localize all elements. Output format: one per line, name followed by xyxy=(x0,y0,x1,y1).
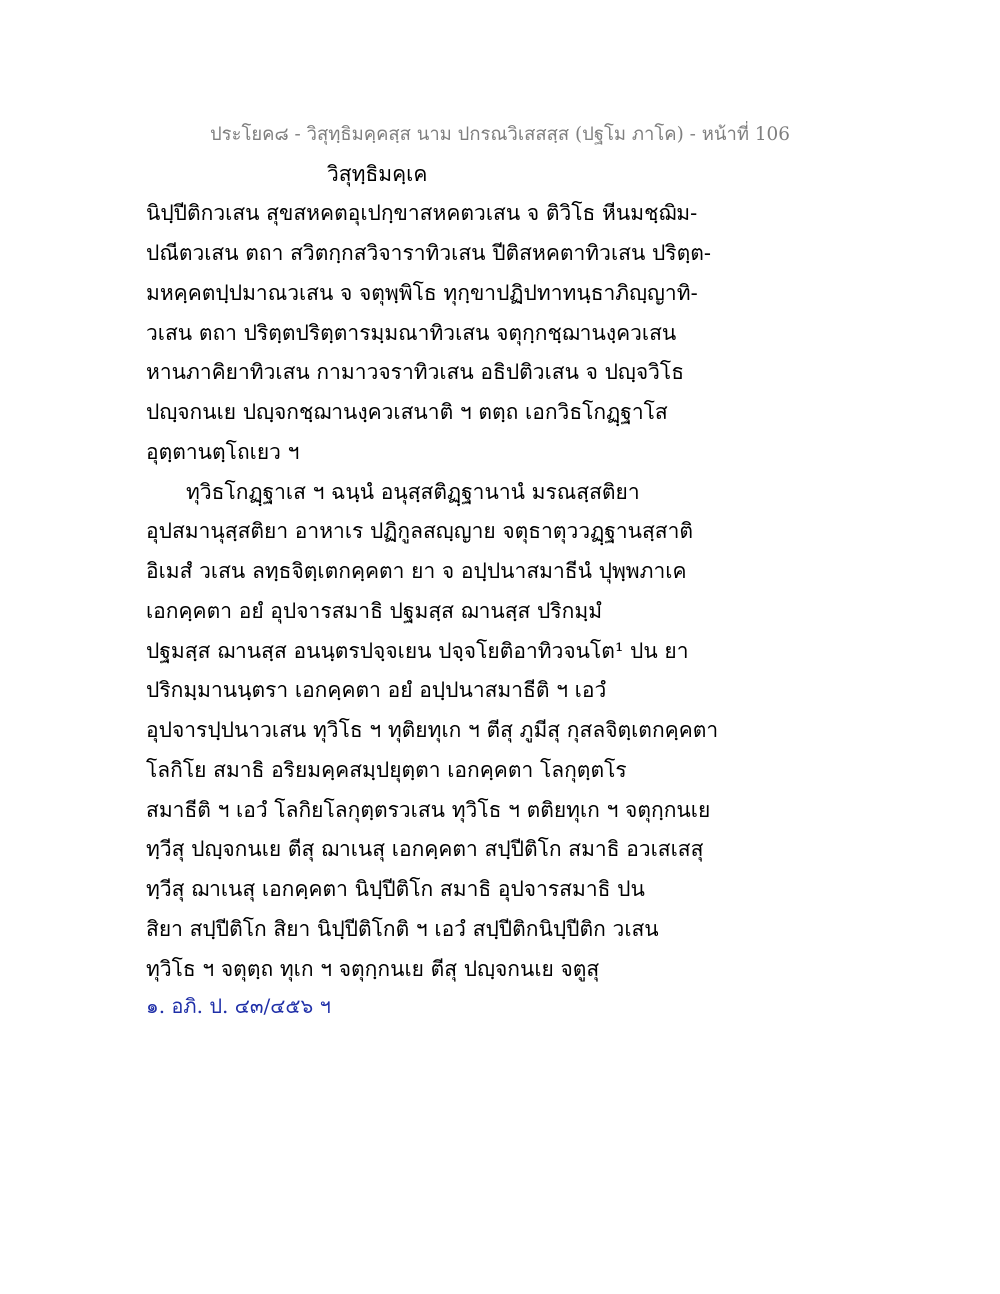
text-line: วเสน ตถา ปริตฺตปริตฺตารมฺมณาทิวเสน จตุกฺกชฺฌานงฺควเสน xyxy=(146,321,677,345)
text-line: อุปจารปฺปนาวเสน ทุวิโธ ฯ ทุติยทุเก ฯ ตีสุ ภูมีสุ กุสลจิตฺเตกคฺคตา xyxy=(146,718,719,742)
text-line: นิปฺปีติกวเสน สุขสหคตอุเปกฺขาสหคตวเสน จ ติวิโธ หีนมชฺฌิม- xyxy=(146,201,698,225)
text-line: หานภาคิยาทิวเสน กามาวจราทิวเสน อธิปติวเสน จ ปญฺจวิโธ xyxy=(146,360,685,384)
text-line: ปฐมสฺส ฌานสฺส อนนฺตรปจฺจเยน ปจฺจโยติอาทิวจนโต¹ ปน ยา xyxy=(146,639,689,663)
text-line: อุตฺตานตฺโถเยว ฯ xyxy=(146,440,300,464)
text-line: ปณีตวเสน ตถา สวิตกฺกสวิจาราทิวเสน ปีติสหคตาทิวเสน ปริตฺต- xyxy=(146,241,711,265)
text-line: ทฺวีสุ ฌาเนสุ เอกคฺคตา นิปฺปีติโก สมาธิ อุปจารสมาธิ ปน xyxy=(146,877,645,901)
text-line: ทฺวีสุ ปญฺจกนเย ตีสุ ฌาเนสุ เอกคฺคตา สปฺปีติโก สมาธิ อวเสเสสุ xyxy=(146,837,704,861)
text-line: สิยา สปฺปีติโก สิยา นิปฺปีติโกติ ฯ เอวํ สปฺปีติกนิปฺปีติก วเสน xyxy=(146,917,659,941)
section-title: วิสุทฺธิมคฺเค xyxy=(327,162,428,186)
text-line: ทุวิธโกฏฺฐาเส ฯ ฉนฺนํ อนุสฺสติฏฺฐานานํ มรณสฺสติยา xyxy=(186,480,640,504)
footnote: ๑. อภิ. ป. ๔๓/๔๕๖ ฯ xyxy=(146,994,331,1018)
text-line: โลกิโย สมาธิ อริยมคฺคสมฺปยุตฺตา เอกคฺคตา โลกุตฺตโร xyxy=(146,758,627,782)
text-line: ปริกมฺมานนฺตรา เอกคฺคตา อยํ อปฺปนาสมาธีติ ฯ เอวํ xyxy=(146,678,607,702)
running-header: ประโยค๘ - วิสุทฺธิมคฺคสฺส นาม ปกรณวิเสสสฺส (ปฐโม ภาโค) - หน้าที่ 106 xyxy=(209,124,790,145)
text-line: ปญฺจกนเย ปญฺจกชฺฌานงฺควเสนาติ ฯ ตตฺถ เอกวิธโกฏฺฐาโส xyxy=(146,400,668,424)
text-line: อุปสมานุสฺสติยา อาหาเร ปฏิกูลสญฺญาย จตุธาตุววฏฺฐานสฺสาติ xyxy=(146,519,694,543)
text-line: สมาธีติ ฯ เอวํ โลกิยโลกุตฺตรวเสน ทุวิโธ ฯ ตติยทุเก ฯ จตุกฺกนเย xyxy=(146,798,711,822)
text-line: มหคฺคตปฺปมาณวเสน จ จตุพฺพิโธ ทุกฺขาปฏิปทาทนฺธาภิญฺญาทิ- xyxy=(146,281,698,305)
text-line: ทุวิโธ ฯ จตุตฺถ ทุเก ฯ จตุกฺกนเย ตีสุ ปญฺจกนเย จตูสุ xyxy=(146,957,600,981)
text-line: อิเมสํ วเสน ลทฺธจิตฺเตกคฺคตา ยา จ อปฺปนาสมาธีนํ ปุพฺพภาเค xyxy=(146,559,687,583)
text-line: เอกคฺคตา อยํ อุปจารสมาธิ ปฐมสฺส ฌานสฺส ปริกมฺมํ xyxy=(146,599,603,623)
